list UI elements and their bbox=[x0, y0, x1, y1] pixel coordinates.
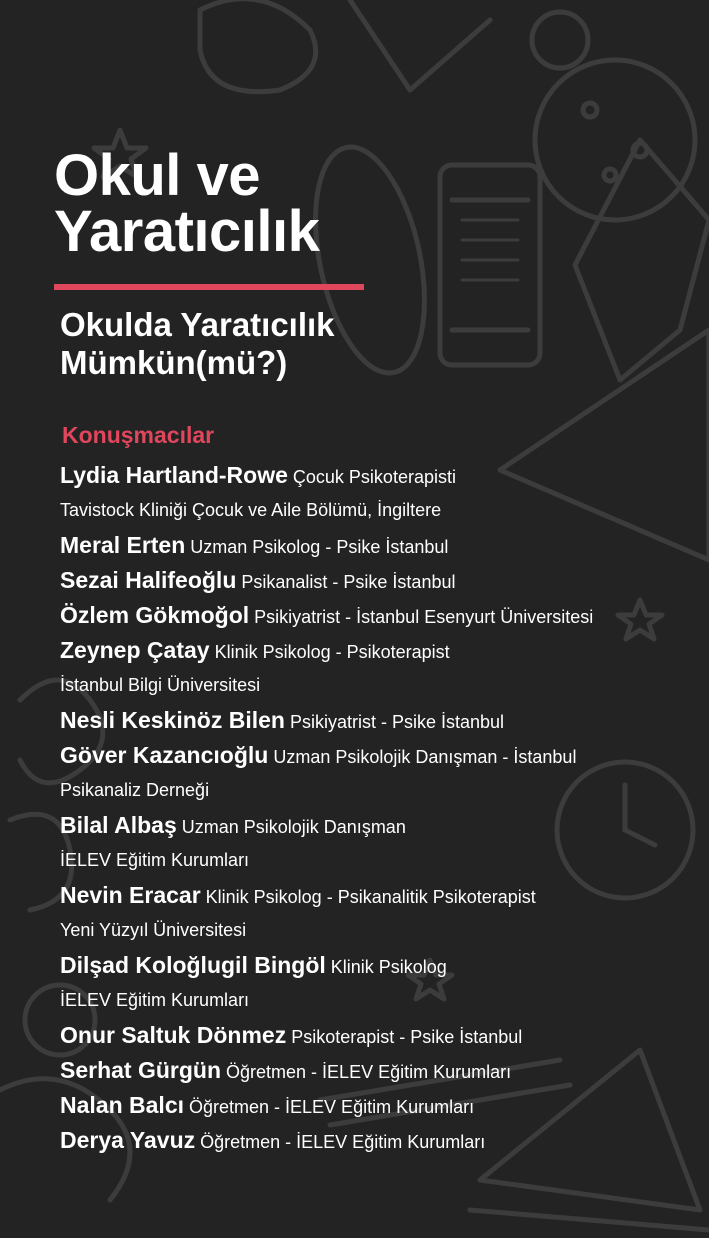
speaker-organization: İELEV Eğitim Kurumları bbox=[60, 850, 250, 870]
speaker-item bbox=[60, 528, 700, 563]
speaker-role: Psikiyatrist - Psike İstanbul bbox=[284, 712, 505, 732]
speaker-name: Özlem Gökmoğol bbox=[60, 602, 250, 628]
speaker-name: Sezai Halifeoğlu bbox=[60, 567, 237, 593]
speaker-role: Psikiyatrist - İstanbul Esenyurt Üniversitesi bbox=[249, 607, 594, 627]
speaker-name: Serhat Gürgün bbox=[60, 1057, 222, 1083]
speaker-name: Nalan Balcı bbox=[60, 1092, 184, 1118]
speaker-item bbox=[60, 458, 700, 528]
speaker-line bbox=[60, 703, 700, 738]
speaker-item bbox=[60, 1053, 700, 1088]
speaker-line bbox=[60, 1053, 700, 1088]
speaker-line bbox=[60, 633, 700, 668]
speaker-line bbox=[60, 458, 700, 493]
speaker-line bbox=[60, 1123, 700, 1158]
speaker-item bbox=[60, 1088, 700, 1123]
title-underline bbox=[54, 284, 364, 290]
speaker-role: Çocuk Psikoterapisti bbox=[287, 467, 456, 487]
speaker-name: Dilşad Koloğlugil Bingöl bbox=[60, 952, 326, 978]
speaker-role: Psikoterapist - Psike İstanbul bbox=[286, 1027, 523, 1047]
speaker-name: Zeynep Çatay bbox=[60, 637, 210, 663]
speaker-role: Psikanalist - Psike İstanbul bbox=[236, 572, 456, 592]
speakers-heading: Konuşmacılar bbox=[62, 422, 215, 448]
speaker-organization: Yeni Yüzyıl Üniversitesi bbox=[60, 920, 247, 940]
speaker-item bbox=[60, 878, 700, 948]
speaker-role: Klinik Psikolog - Psikanalitik Psikoterapist bbox=[200, 887, 536, 907]
speaker-name: Nesli Keskinöz Bilen bbox=[60, 707, 285, 733]
speaker-item bbox=[60, 633, 700, 703]
speaker-line bbox=[60, 808, 700, 843]
speaker-role: Öğretmen - İELEV Eğitim Kurumları bbox=[221, 1062, 512, 1082]
speaker-role: Öğretmen - İELEV Eğitim Kurumları bbox=[184, 1097, 475, 1117]
speaker-role: Uzman Psikolog - Psike İstanbul bbox=[185, 537, 449, 557]
speaker-organization: İELEV Eğitim Kurumları bbox=[60, 990, 250, 1010]
subtitle-line-2: Mümkün(mü?) bbox=[60, 344, 288, 381]
speaker-role: Uzman Psikolojik Danışman - İstanbul bbox=[268, 747, 577, 767]
speaker-item bbox=[60, 598, 700, 633]
speaker-line bbox=[60, 878, 700, 913]
subtitle bbox=[60, 306, 335, 382]
speaker-organization: İstanbul Bilgi Üniversitesi bbox=[60, 675, 261, 695]
speaker-item bbox=[60, 808, 700, 878]
speaker-item bbox=[60, 703, 700, 738]
speaker-role: Uzman Psikolojik Danışman bbox=[176, 817, 406, 837]
speaker-item bbox=[60, 948, 700, 1018]
speaker-name: Lydia Hartland-Rowe bbox=[60, 462, 288, 488]
speaker-role: Öğretmen - İELEV Eğitim Kurumları bbox=[195, 1132, 486, 1152]
title-line-2: Yaratıcılık bbox=[54, 199, 320, 264]
speaker-name: Bilal Albaş bbox=[60, 812, 177, 838]
title-line-1: Okul ve bbox=[54, 143, 261, 208]
page-title bbox=[54, 143, 320, 264]
speaker-role: Klinik Psikolog - Psikoterapist bbox=[209, 642, 450, 662]
speaker-line bbox=[60, 563, 700, 598]
speaker-line bbox=[60, 738, 700, 773]
speaker-role: Klinik Psikolog bbox=[325, 957, 447, 977]
speaker-item bbox=[60, 1123, 700, 1158]
subtitle-line-1: Okulda Yaratıcılık bbox=[60, 306, 335, 343]
speaker-name: Nevin Eracar bbox=[60, 882, 201, 908]
speaker-item bbox=[60, 738, 700, 808]
speaker-name: Onur Saltuk Dönmez bbox=[60, 1022, 287, 1048]
speaker-item bbox=[60, 1018, 700, 1053]
speaker-organization: Tavistock Kliniği Çocuk ve Aile Bölümü, İngiltere bbox=[60, 500, 442, 520]
speaker-list bbox=[60, 458, 700, 1158]
speaker-name: Göver Kazancıoğlu bbox=[60, 742, 269, 768]
speaker-name: Derya Yavuz bbox=[60, 1127, 196, 1153]
speaker-line bbox=[60, 1088, 700, 1123]
speaker-line bbox=[60, 528, 700, 563]
speaker-line bbox=[60, 1018, 700, 1053]
speaker-name: Meral Erten bbox=[60, 532, 186, 558]
speaker-line bbox=[60, 948, 700, 983]
speaker-organization: Psikanaliz Derneği bbox=[60, 780, 210, 800]
speaker-line bbox=[60, 598, 700, 633]
speaker-item bbox=[60, 563, 700, 598]
